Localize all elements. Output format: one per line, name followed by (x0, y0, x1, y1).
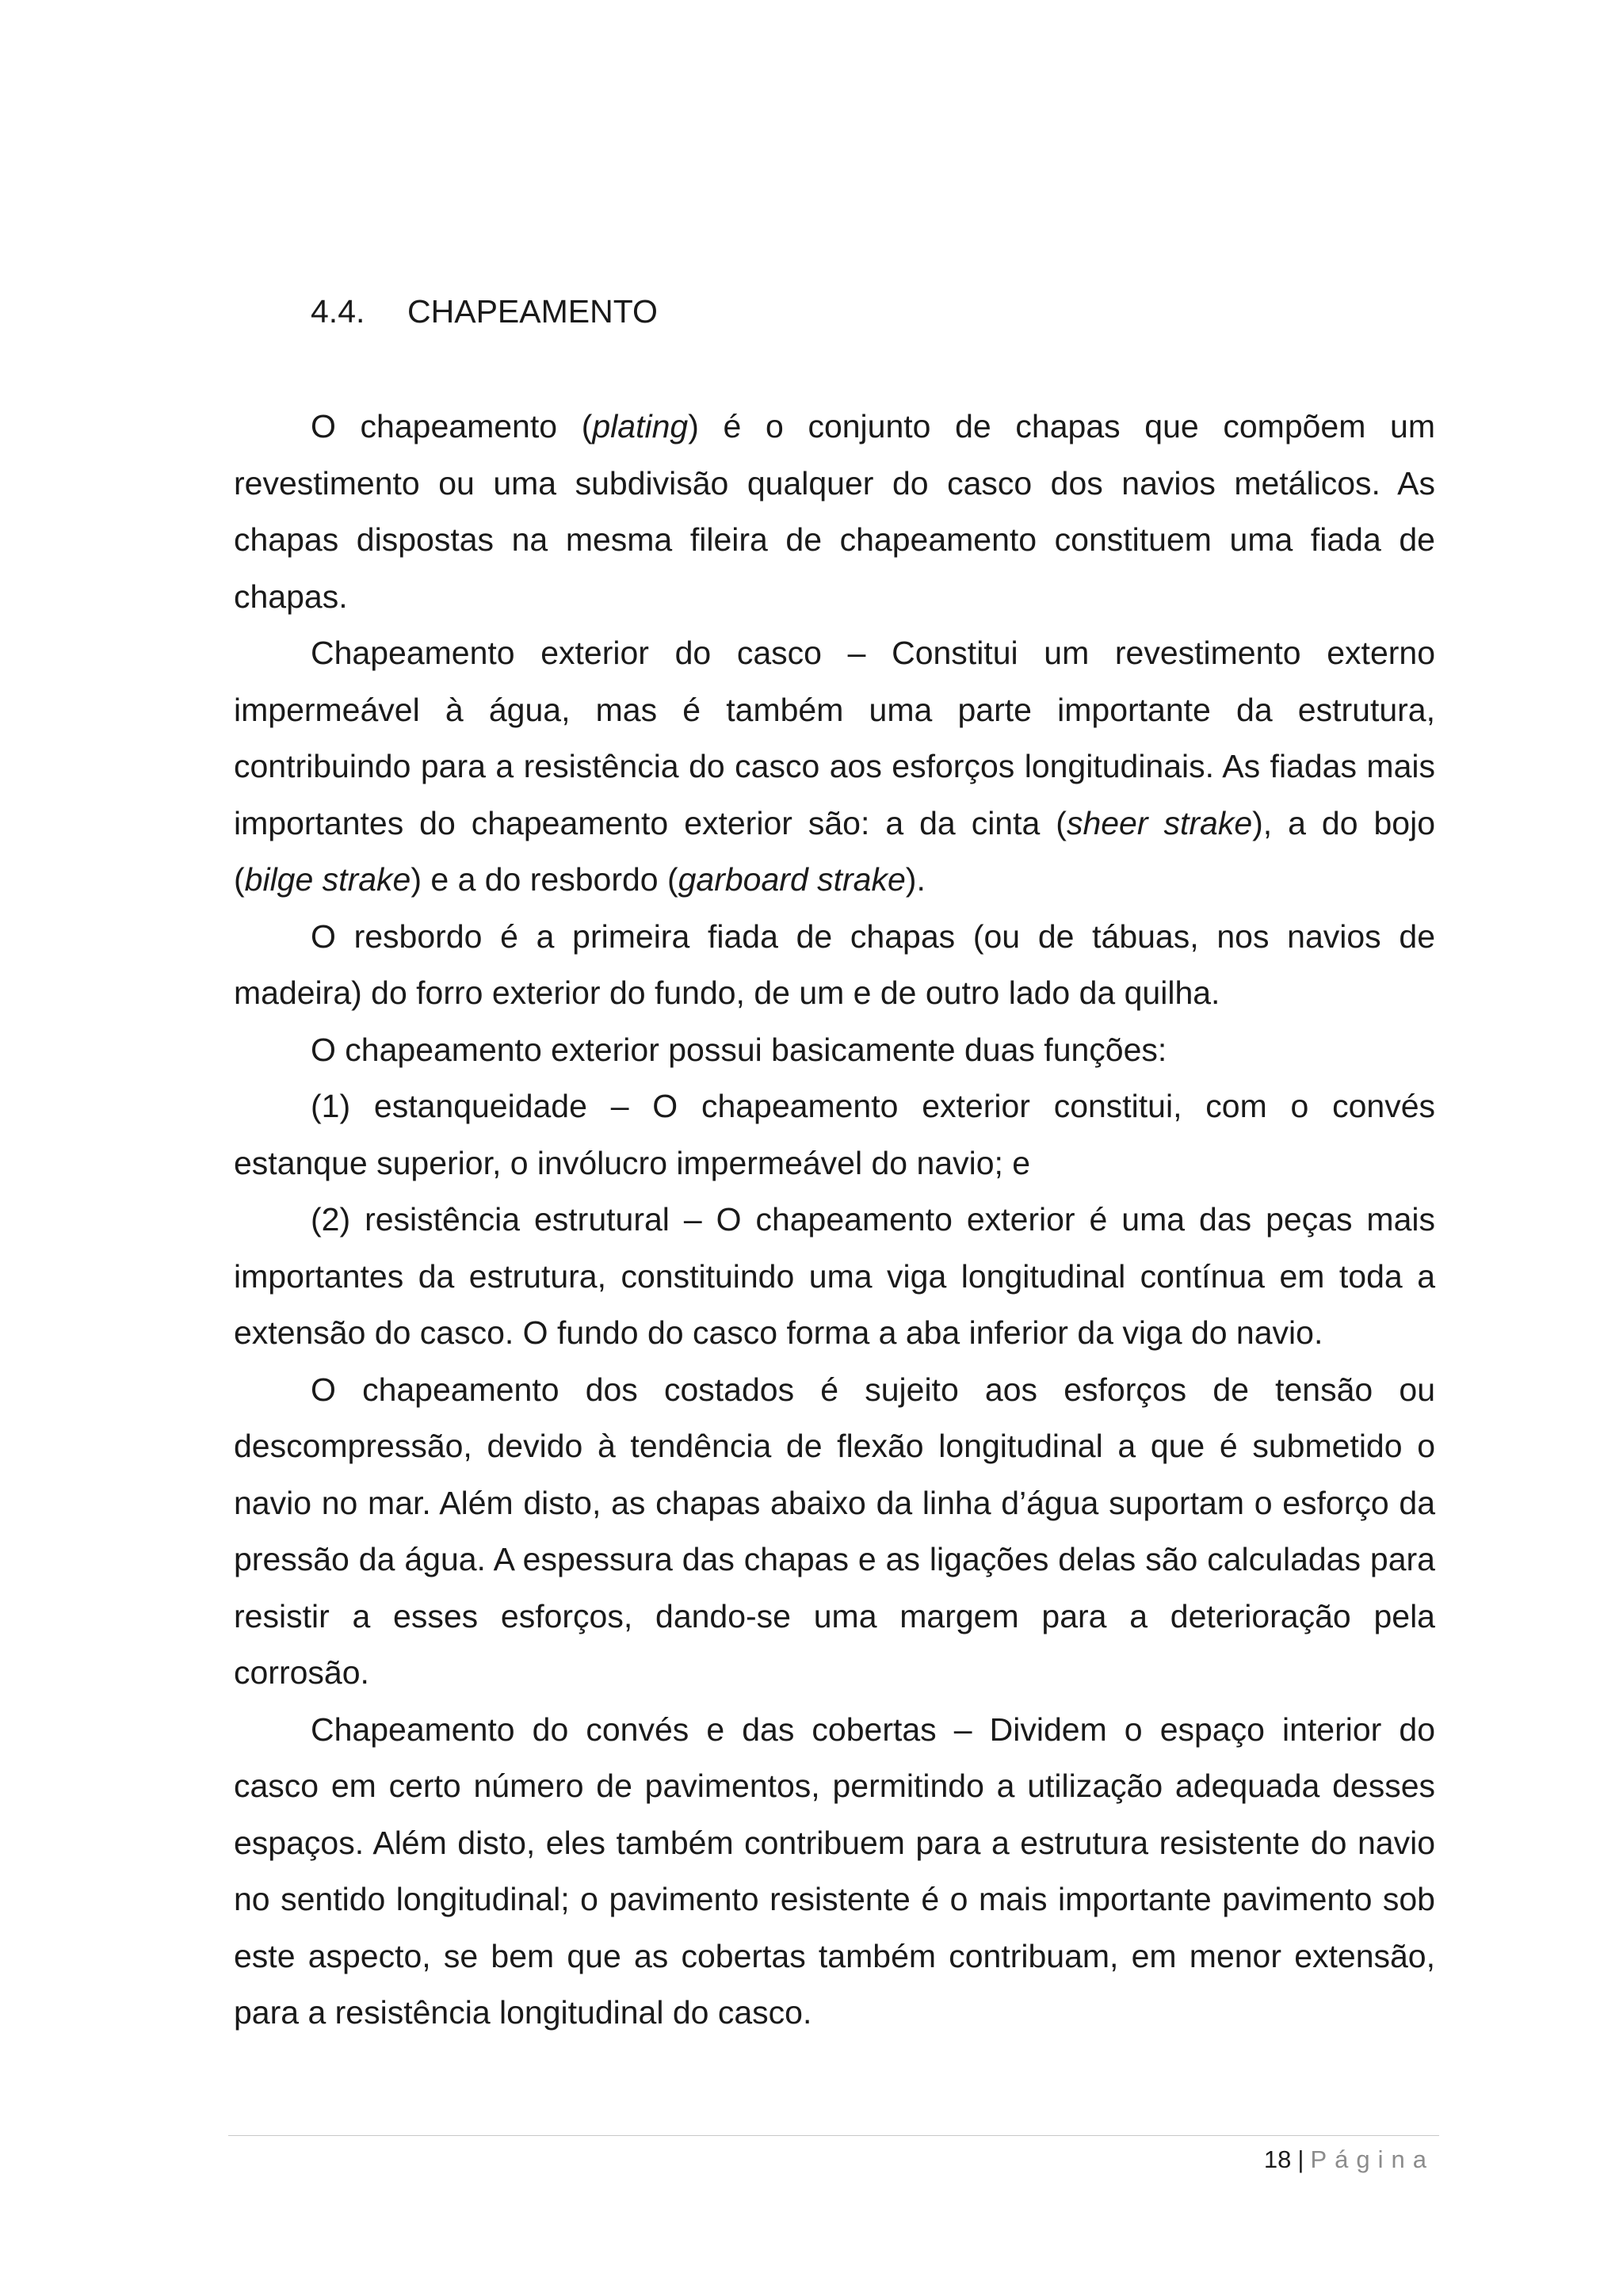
page-word: Página (1310, 2145, 1434, 2173)
footer-separator: | (1297, 2145, 1304, 2173)
page-number: 18 (1263, 2145, 1292, 2173)
text-run-italic: bilge strake (244, 861, 411, 898)
section-number: 4.4. (311, 293, 365, 330)
paragraph (234, 625, 1435, 909)
text-run: O resbordo é a primeira fiada de chapas (ou de tábuas, nos navios de madeira) do forro exterior do fundo, de um e de outro lado da quilha. (234, 917, 1435, 1011)
text-run-italic: garboard strake (678, 861, 906, 898)
text-run: (1) estanqueidade – O chapeamento exterior constitui, com o convés estanque superior, o invólucro impermeável do navio; e (234, 1088, 1435, 1181)
paragraph (234, 1078, 1435, 1192)
section-title: CHAPEAMENTO (407, 293, 658, 330)
text-run: ), a do bojo ( (234, 804, 1436, 898)
text-run: ) e a do resbordo ( (411, 861, 678, 898)
text-run: O chapeamento exterior possui basicamente duas funções: (311, 1031, 1167, 1068)
footer-divider (228, 2135, 1439, 2136)
paragraph (234, 1362, 1435, 1702)
paragraph (234, 399, 1435, 625)
text-run: Chapeamento do convés e das cobertas – Dividem o espaço interior do casco em certo número de pavimentos, permitindo a utilização adequada desses espaços. Além disto, eles também contribuem para a estrutura resistente do navio no sentido longitudinal; o pavimento resistente é o mais importante pavimento sob este aspecto, se bem que as cobertas também contribuam, em menor extensão, para a resistência longitudinal do casco. (234, 1711, 1435, 2031)
paragraph (234, 1192, 1435, 1362)
section-heading (311, 290, 658, 333)
text-run: ) é o conjunto de chapas que compõem um revestimento ou uma subdivisão qualquer do casco dos navios metálicos. As chapas dispostas na mesma fileira de chapeamento constituem uma fiada de chapas. (234, 408, 1436, 615)
text-run: O chapeamento dos costados é sujeito aos esforços de tensão ou descompressão, devido à tendência de flexão longitudinal a que é submetido o navio no mar. Além disto, as chapas abaixo da linha d’água suportam o esforço da pressão da água. A espessura das chapas e as ligações delas são calculadas para resistir a esses esforços, dando-se uma margem para a deterioração pela corrosão. (234, 1371, 1435, 1691)
text-run: (2) resistência estrutural – O chapeamento exterior é uma das peças mais importantes da estrutura, constituindo uma viga longitudinal contínua em toda a extensão do casco. O fundo do casco forma a aba inferior da viga do navio. (234, 1201, 1435, 1351)
text-run: O chapeamento ( (311, 408, 593, 444)
paragraph (234, 1022, 1435, 1079)
body-text (234, 399, 1435, 2042)
text-run-italic: sheer strake (1066, 804, 1253, 841)
text-run: ). (905, 861, 926, 898)
text-run-italic: plating (592, 408, 689, 444)
paragraph (234, 1702, 1435, 2042)
paragraph (234, 909, 1435, 1022)
text-run: Chapeamento exterior do casco – Constitui um revestimento externo impermeável à água, mas é também uma parte importante da estrutura, contribuindo para a resistência do casco aos esforços longitudinais. As fiadas mais importantes do chapeamento exterior são: a da cinta ( (234, 635, 1435, 841)
page-footer (1264, 2144, 1434, 2176)
